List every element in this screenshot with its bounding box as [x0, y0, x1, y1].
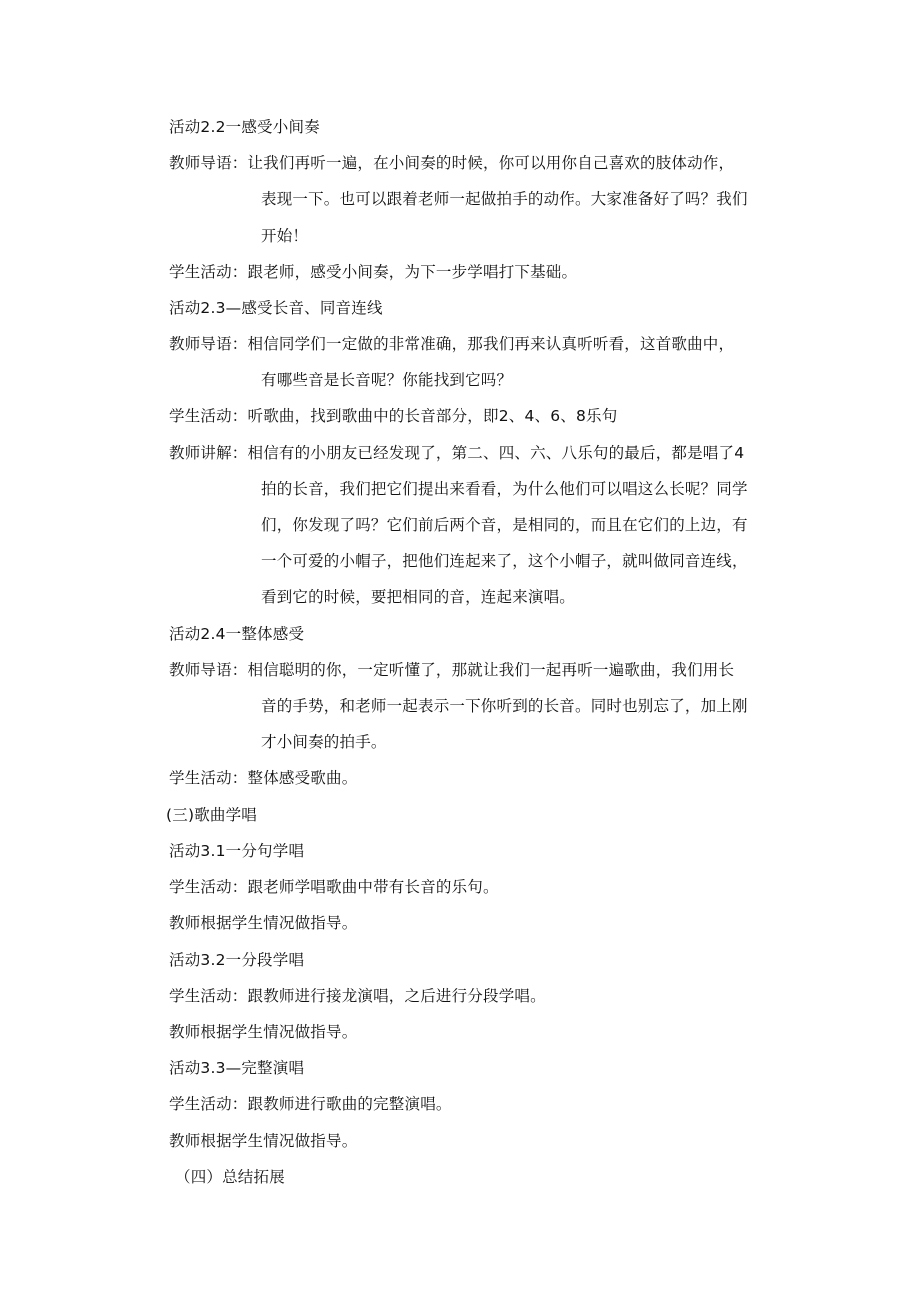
student-activity-line: 学生活动：跟老师，感受小间奏，为下一步学唱打下基础。: [169, 263, 578, 281]
teacher-explanation-continuation: 一个可爱的小帽子，把他们连起来了，这个小帽子，就叫做同音连线，: [261, 552, 748, 570]
teacher-guide-continuation: 有哪些音是长音呢？你能找到它吗？: [261, 371, 513, 389]
teacher-explanation-continuation: 看到它的时候，要把相同的音，连起来演唱。: [261, 588, 576, 606]
activity-3-1-heading: 活动3.1一分句学唱: [169, 842, 305, 860]
teacher-explanation-line: 教师讲解：相信有的小朋友已经发现了，第二、四、六、八乐句的最后，都是唱了4: [169, 444, 745, 462]
teacher-guide-continuation: 开始！: [261, 227, 309, 245]
teacher-guide-line: 教师导语：相信同学们一定做的非常准确，那我们再来认真听听看，这首歌曲中，: [169, 335, 735, 353]
teacher-guide-continuation: 表现一下。也可以跟着老师一起做拍手的动作。大家准备好了吗？我们: [261, 190, 748, 208]
student-activity-line: 学生活动：跟老师学唱歌曲中带有长音的乐句。: [169, 878, 499, 896]
section-4-heading: （四）总结拓展: [175, 1168, 285, 1186]
teacher-guide-continuation: 音的手势，和老师一起表示一下你听到的长音。同时也别忘了，加上刚: [261, 697, 748, 715]
teacher-explanation-continuation: 拍的长音，我们把它们提出来看看，为什么他们可以唱这么长呢？同学: [261, 480, 748, 498]
activity-2-2-heading: 活动2.2一感受小间奏: [169, 118, 320, 136]
activity-3-3-heading: 活动3.3—完整演唱: [169, 1059, 305, 1077]
activity-2-3-heading: 活动2.3—感受长音、同音连线: [169, 299, 383, 317]
teacher-note-line: 教师根据学生情况做指导。: [169, 1023, 358, 1041]
activity-3-2-heading: 活动3.2一分段学唱: [169, 951, 305, 969]
teacher-guide-line: 教师导语：让我们再听一遍，在小间奏的时候，你可以用你自己喜欢的肢体动作，: [169, 154, 735, 172]
activity-2-4-heading: 活动2.4一整体感受: [169, 625, 305, 643]
student-activity-line: 学生活动：跟教师进行歌曲的完整演唱。: [169, 1095, 452, 1113]
student-activity-line: 学生活动：跟教师进行接龙演唱，之后进行分段学唱。: [169, 987, 546, 1005]
teacher-note-line: 教师根据学生情况做指导。: [169, 1132, 358, 1150]
teacher-explanation-continuation: 们，你发现了吗？它们前后两个音，是相同的，而且在它们的上边，有: [261, 516, 748, 534]
teacher-guide-continuation: 才小间奏的拍手。: [261, 733, 387, 751]
section-3-heading: (三)歌曲学唱: [166, 806, 257, 824]
student-activity-line: 学生活动：听歌曲，找到歌曲中的长音部分，即2、4、6、8乐句: [169, 407, 618, 425]
student-activity-line: 学生活动：整体感受歌曲。: [169, 769, 358, 787]
teacher-guide-line: 教师导语：相信聪明的你，一定听懂了，那就让我们一起再听一遍歌曲，我们用长: [169, 661, 735, 679]
teacher-note-line: 教师根据学生情况做指导。: [169, 914, 358, 932]
